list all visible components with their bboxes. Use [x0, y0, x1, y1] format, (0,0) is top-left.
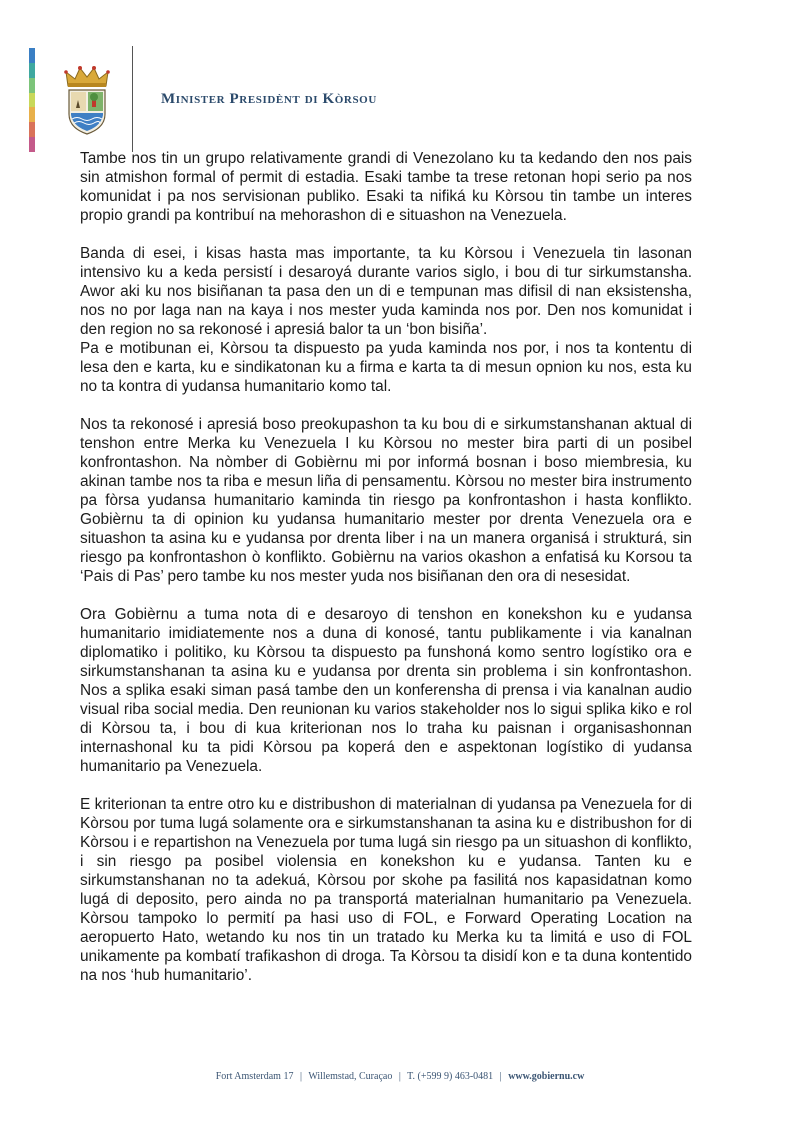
footer-address: Fort Amsterdam 17 — [215, 1071, 294, 1082]
color-stripe — [29, 107, 35, 122]
letter-body — [80, 149, 692, 1004]
page-footer — [0, 1071, 800, 1082]
color-stripe — [29, 48, 35, 63]
footer-separator: | — [398, 1071, 401, 1082]
footer-city: Willemstad, Curaçao — [308, 1071, 393, 1082]
footer-website-link[interactable]: www.gobiernu.cw — [508, 1071, 585, 1082]
footer-separator: | — [499, 1071, 502, 1082]
body-paragraph: Pa e motibunan ei, Kòrsou ta dispuesto pa yuda kaminda nos por, i nos ta kontentu di lesa den e karta, ku e sindikatonan ku a firma e karta ta di mesun opnion ku nos, esta ku no ta kontra di yudansa humanitario komo tal. — [80, 340, 692, 395]
body-paragraph: Nos ta rekonosé i apresiá boso preokupashon ta ku bou di e sirkumstanshanan aktual di tenshon entre Merka ku Venezuela I ku Kòrsou no mester bira parti di un posibel konfrontashon. Na nòmber di Gobièrnu mi por informá bosnan i boso miembresia, ku akinan tambe nos ta riba e mesun liña di pensamentu. Kòrsou no mester bira instrumento pa fòrsa yudansa humanitario kaminda tin riesgo pa konfrontashon i hasta konflikto. Gobièrnu ta di opinion ku yudansa humanitario mester por drenta Venezuela ora e situashon ta asina ku e yudansa por drenta liber i na un manera organisá i strukturá, sin riesgo pa konfrontashon ò konflikto. Gobièrnu na varios okashon a enfatisá ku Korsou ta ‘Pais di Pas’ pero tambe ku nos mester yuda nos bisiñanan den ora di nesesidat. — [80, 416, 692, 585]
body-paragraph: Banda di esei, i kisas hasta mas importante, ta ku Kòrsou i Venezuela tin lasonan intensivo ku a keda persistí i desaroyá durante varios siglo, i bou di tur sirkumstansha. Awor aki ku nos bisiñanan ta pasa den un di e tempunan mas difisil di nan eksistensha, nos no por laga nan na kaya i nos mester yuda kaminda nos por. Den nos komunidat i den region no sa rekonosé i apresiá balor ta un ‘bon bisiña’. — [80, 245, 692, 338]
color-stripe — [29, 122, 35, 137]
footer-phone: T. (+599 9) 463-0481 — [407, 1071, 494, 1082]
body-paragraph: E kriterionan ta entre otro ku e distribushon di materialnan di yudansa pa Venezuela for di Kòrsou por tuma lugá solamente ora e sirkumstanshanan ta asina ku e distribushon for di Kòrsou i e repartishon na Venezuela por tuma lugá sin riesgo pa un situashon di konflikto, i sin riesgo pa posibel violensia en konekshon ku e yudansa. Tanten ku e sirkumstanshanan no ta adekuá, Kòrsou por skohe pa fasilitá nos kapasidatnan komo lugá di deposito, pero ainda no pa transportá materialnan humanitario pa Venezuela. Kòrsou tampoko lo permití pa hasi uso di FOL, e Forward Operating Location na aeropuerto Hato, wetando ku nos tin un tratado ku Merka ku ta limitá e uso di FOL unikamente pa kombatí trafikashon di droga. Ta Kòrsou ta disidí kon e ta duna kontentido na nos ‘hub humanitario’. — [80, 796, 692, 984]
brand-color-bar — [29, 48, 35, 152]
page-title: Minister Presidènt di Kòrsou — [161, 91, 377, 107]
shield-icon — [69, 90, 105, 134]
body-paragraph: Ora Gobièrnu a tuma nota di e desaroyo di tenshon en konekshon ku e yudansa humanitario imidiatemente nos a duna di konosé, tantu publikamente i via kanalnan diplomatiko i politiko, ku Kòrsou ta dispuesto pa funshoná komo sentro logístiko ora e sirkumstanshanan ta asina ku e yudansa por drenta sin problema i sin konfrontashon. Nos a splika esaki siman pasá tambe den un konferensha di prensa i via kanalnan audio visual riba social media. Den reunionan ku varios stakeholder nos lo sigui splika kiko e rol di Kòrsou ta, i bou di kua kriterionan nos lo traha ku paisnan i organisashonnan internashonal ku ta pidi Kòrsou pa koperá den e aspektonan logístiko di yudansa humanitario pa Venezuela. — [80, 606, 692, 775]
footer-separator: | — [299, 1071, 302, 1082]
color-stripe — [29, 93, 35, 108]
color-stripe — [29, 63, 35, 78]
header-divider — [132, 46, 133, 152]
color-stripe — [29, 137, 35, 152]
coat-of-arms-icon — [62, 64, 112, 136]
color-stripe — [29, 78, 35, 93]
body-paragraph: Tambe nos tin un grupo relativamente grandi di Venezolano ku ta kedando den nos pais sin atmishon formal of permit di estadia. Esaki tambe ta trese retonan hopi serio pa nos komunidat i pa nos servisionan publiko. Esaki ta nifiká ku Kòrsou tin tambe un interes propio grandi pa kontribuí na mehorashon di e situashon na Venezuela. — [80, 150, 692, 224]
crown-icon — [64, 66, 110, 87]
